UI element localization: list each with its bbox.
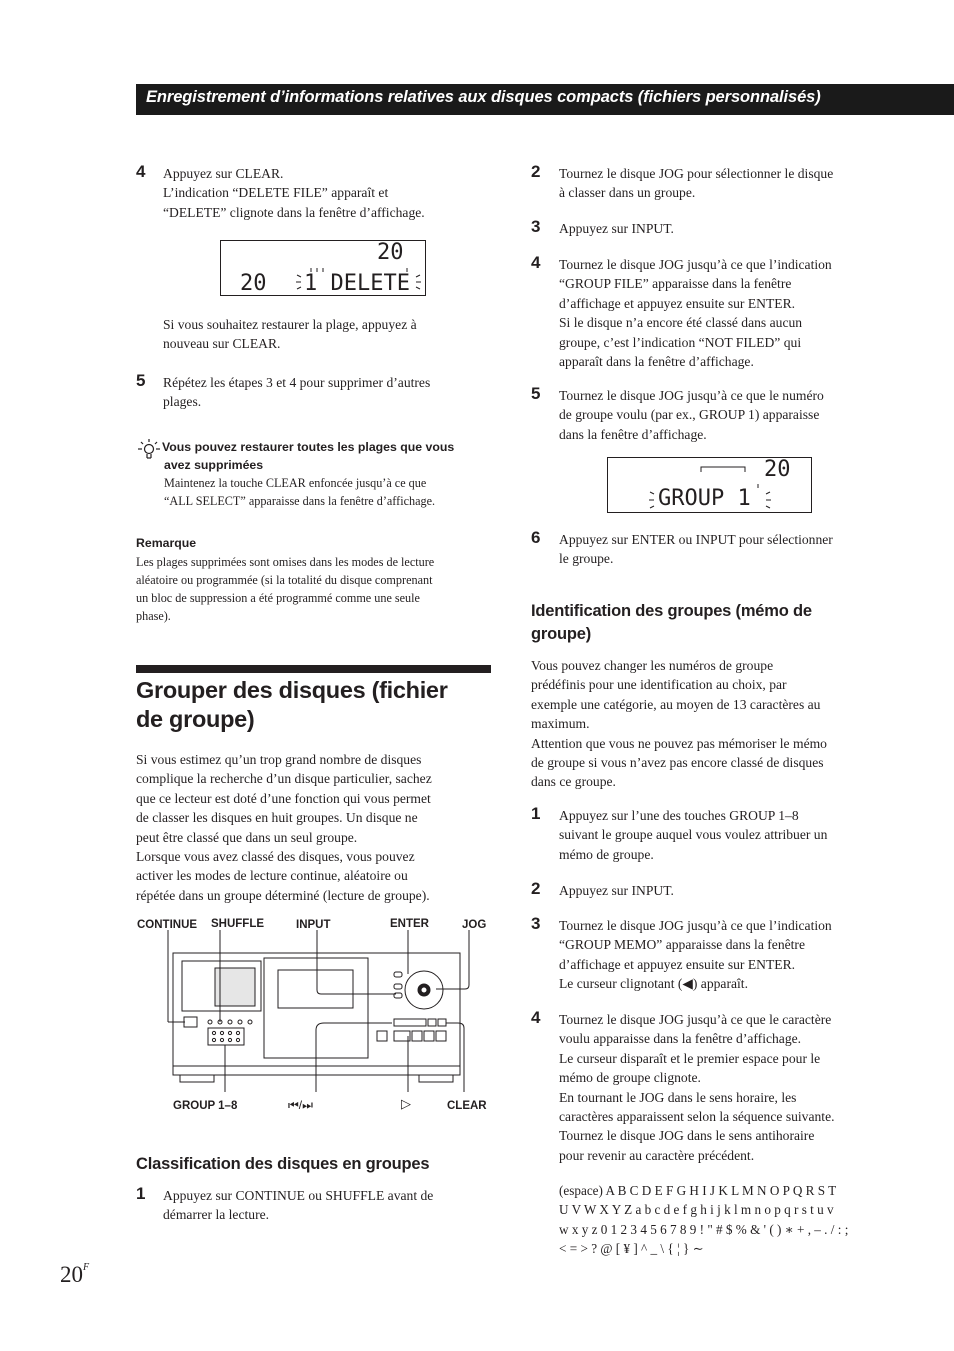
text-line: L’indication “DELETE FILE” apparaît et <box>163 185 389 201</box>
text-line: Si le disque n’a encore été classé dans aucun <box>559 315 803 331</box>
memo-intro <box>531 656 901 792</box>
step-number: 3 <box>531 217 541 236</box>
text-line: Maintenez la touche CLEAR enfoncée jusqu’à ce que <box>164 476 427 490</box>
label-play: ▷ <box>401 1096 411 1111</box>
text-line: “ALL SELECT” apparaisse dans la fenêtre d’affichage. <box>164 494 436 508</box>
text-line: pour revenir au caractère précédent. <box>559 1147 755 1163</box>
display-disc-number: 20 <box>377 240 404 265</box>
note-title: Remarque <box>136 536 197 550</box>
step-text <box>559 386 899 444</box>
step-number: 1 <box>531 804 541 823</box>
label-jog: JOG <box>462 919 487 931</box>
step-text: Appuyez sur INPUT. <box>559 883 674 898</box>
page-number <box>60 1262 89 1288</box>
text-line: < = > ? @ [ ¥ ] ^ _ \ { ¦ } ∼ <box>559 1241 704 1257</box>
text-line: Tournez le disque JOG jusqu’à ce que l’indication <box>559 918 832 933</box>
text-line: de groupe) <box>136 706 255 732</box>
text-line: voulu apparaisse dans la fenêtre d’affichage. <box>559 1031 802 1047</box>
banner-title: Enregistrement d’informations relatives aux disques compacts (fichiers personnalisés) <box>146 88 821 106</box>
step-text <box>559 806 899 864</box>
text-line: dans ce groupe. <box>531 774 616 790</box>
text-line: de groupe voulu (par ex., GROUP 1) apparaisse <box>559 407 820 423</box>
label-enter: ENTER <box>390 918 429 930</box>
label-input: INPUT <box>296 919 331 931</box>
text-line: Tournez le disque JOG jusqu’à ce que le caractère <box>559 1012 832 1027</box>
step-number: 1 <box>136 1184 146 1203</box>
section-intro <box>136 750 496 905</box>
text-line: le groupe. <box>559 551 614 567</box>
text-line: U V W X Y Z a b c d e f g h i j k l m n o p q r s t u v <box>559 1202 834 1218</box>
text-line: “DELETE” clignote dans la fenêtre d’affichage. <box>163 204 425 220</box>
display-group-text: GROUP 1 <box>658 486 751 511</box>
text-line: maximum. <box>531 716 590 732</box>
text-line: Tournez le disque JOG dans le sens antihoraire <box>559 1128 815 1144</box>
section-rule <box>136 665 491 673</box>
step-number: 4 <box>531 1008 541 1027</box>
text-line: En tournant le JOG dans le sens horaire, les <box>559 1089 797 1105</box>
note-text <box>136 553 496 625</box>
tip-text <box>164 474 494 510</box>
text-line: Grouper des disques (fichier <box>136 677 448 703</box>
text-line: Attention que vous ne pouvez pas mémoriser le mémo <box>531 735 827 751</box>
text-line: à classer dans un groupe. <box>559 185 696 201</box>
step-number: 6 <box>531 528 541 547</box>
text-line: phase). <box>136 609 171 623</box>
text-line: “GROUP MEMO” apparaisse dans la fenêtre <box>559 937 805 953</box>
text-line: de groupe si vous n’avez pas encore classé de disques <box>531 755 824 771</box>
text-line: Lorsque vous avez classé des disques, vous pouvez <box>136 849 415 865</box>
text-line: exemple une catégorie, au moyen de 13 caractères au <box>531 696 821 712</box>
text-line: Le curseur disparaît et le premier espace pour le <box>559 1050 821 1066</box>
text-line: Identification des groupes (mémo de <box>531 602 812 620</box>
step-number: 5 <box>136 371 146 390</box>
text-line: Appuyez sur CLEAR. <box>163 166 284 181</box>
text-line: mémo de groupe clignote. <box>559 1070 701 1086</box>
blink-marks-icon <box>221 241 425 295</box>
label-skip: ⏮/⏭ <box>288 1098 313 1112</box>
display-disc-number: 20 <box>764 457 791 482</box>
step-text <box>559 164 899 203</box>
text-line: plages. <box>163 394 202 410</box>
text-line: d’affichage et appuyez ensuite sur ENTER. <box>559 295 796 311</box>
step-number: 2 <box>531 162 541 181</box>
subsection-title: Classification des disques en groupes <box>136 1155 430 1173</box>
step-number: 5 <box>531 384 541 403</box>
text-line: Le curseur clignotant (◀) apparaît. <box>559 976 748 992</box>
text-line: aléatoire ou programmée (si la totalité du disque comprenant <box>136 573 433 587</box>
text-line: dans la fenêtre d’affichage. <box>559 426 707 442</box>
step-number: 3 <box>531 914 541 933</box>
text-line: Appuyez sur l’une des touches GROUP 1–8 <box>559 808 799 823</box>
text-line: prédéfinis pour une identification au choix, par <box>531 677 787 693</box>
subsection-title <box>531 600 901 646</box>
restore-text <box>163 315 493 354</box>
text-line: apparaît dans la fenêtre d’affichage. <box>559 354 754 370</box>
text-line: nouveau sur CLEAR. <box>163 336 281 352</box>
header-banner <box>136 84 954 115</box>
text-line: de classer les disques en huit groupes. Un disque ne <box>136 810 418 826</box>
text-line: avez supprimées <box>164 457 264 472</box>
text-line: un bloc de suppression a été programmé comme une seule <box>136 591 420 605</box>
display-window-group <box>607 457 812 513</box>
section-title <box>136 676 496 734</box>
step-text <box>559 530 899 569</box>
label-group: GROUP 1–8 <box>173 1100 238 1112</box>
text-line: d’affichage et appuyez ensuite sur ENTER. <box>559 956 796 972</box>
text-line: Appuyez sur ENTER ou INPUT pour sélectionner <box>559 532 833 547</box>
text-line: peut être classé que dans un seul groupe. <box>136 829 358 845</box>
step-text <box>163 373 493 412</box>
text-line: Tournez le disque JOG pour sélectionner le disque <box>559 166 834 181</box>
text-line: que ce lecteur est doté d’une fonction qui vous permet <box>136 790 431 806</box>
text-line: Tournez le disque JOG jusqu’à ce que l’indication <box>559 257 832 272</box>
text-line: activer les modes de lecture continue, aléatoire ou <box>136 868 408 884</box>
step-text <box>163 1186 493 1225</box>
step-text: Appuyez sur INPUT. <box>559 221 674 236</box>
display-delete-text: 1 DELETE <box>304 271 410 296</box>
character-sequence <box>559 1181 899 1259</box>
text-line: Si vous estimez qu’un trop grand nombre de disques <box>136 752 422 767</box>
label-clear: CLEAR <box>447 1100 487 1112</box>
text-line: groupe) <box>531 625 592 643</box>
tip-title <box>162 439 454 474</box>
text-line: Répétez les étapes 3 et 4 pour supprimer d’autres <box>163 375 431 390</box>
text-line: Si vous souhaitez restaurer la plage, appuyez à <box>163 317 417 332</box>
display-track-number: 20 <box>240 271 267 296</box>
text-line: complique la recherche d’un disque particulier, sachez <box>136 771 432 787</box>
step-text <box>559 255 899 371</box>
text-line: Vous pouvez restaurer toutes les plages que vous <box>162 440 455 454</box>
text-line: (espace) A B C D E F G H I J K L M N O P Q R S T <box>559 1183 837 1198</box>
text-line: Les plages supprimées sont omises dans les modes de lecture <box>136 555 435 569</box>
step-number: 2 <box>531 879 541 898</box>
step-number: 4 <box>136 162 146 181</box>
step-text <box>559 916 899 994</box>
tip-lightbulb-icon <box>137 438 161 462</box>
text-line: mémo de groupe. <box>559 846 654 862</box>
text-line: Vous pouvez changer les numéros de groupe <box>531 658 774 673</box>
cd-player-illustration <box>136 930 496 1100</box>
page-number-suffix: F <box>83 1262 90 1273</box>
text-line: démarrer la lecture. <box>163 1207 270 1223</box>
label-continue: CONTINUE <box>137 919 198 931</box>
text-line: Appuyez sur CONTINUE ou SHUFFLE avant de <box>163 1188 434 1203</box>
step-text <box>163 164 493 222</box>
text-line: suivant le groupe auquel vous voulez attribuer un <box>559 827 828 843</box>
text-line: groupe, c’est l’indication “NOT FILED” qui <box>559 334 802 350</box>
text-line: “GROUP FILE” apparaisse dans la fenêtre <box>559 276 792 292</box>
text-line: w x y z 0 1 2 3 4 5 6 7 8 9 ! " # $ % & ' ( ) ∗ + , – . / : ; <box>559 1221 849 1237</box>
blink-marks-icon <box>608 458 811 512</box>
label-shuffle: SHUFFLE <box>211 918 265 930</box>
step-text <box>559 1010 899 1165</box>
step-number: 4 <box>531 253 541 272</box>
display-window-delete <box>220 240 426 296</box>
text-line: caractères apparaissent selon la séquence suivante. <box>559 1109 835 1125</box>
text-line: Tournez le disque JOG jusqu’à ce que le numéro <box>559 388 824 403</box>
text-line: répétée dans un groupe déterminé (lecture de groupe). <box>136 887 430 903</box>
page-number-value: 20 <box>60 1262 83 1287</box>
